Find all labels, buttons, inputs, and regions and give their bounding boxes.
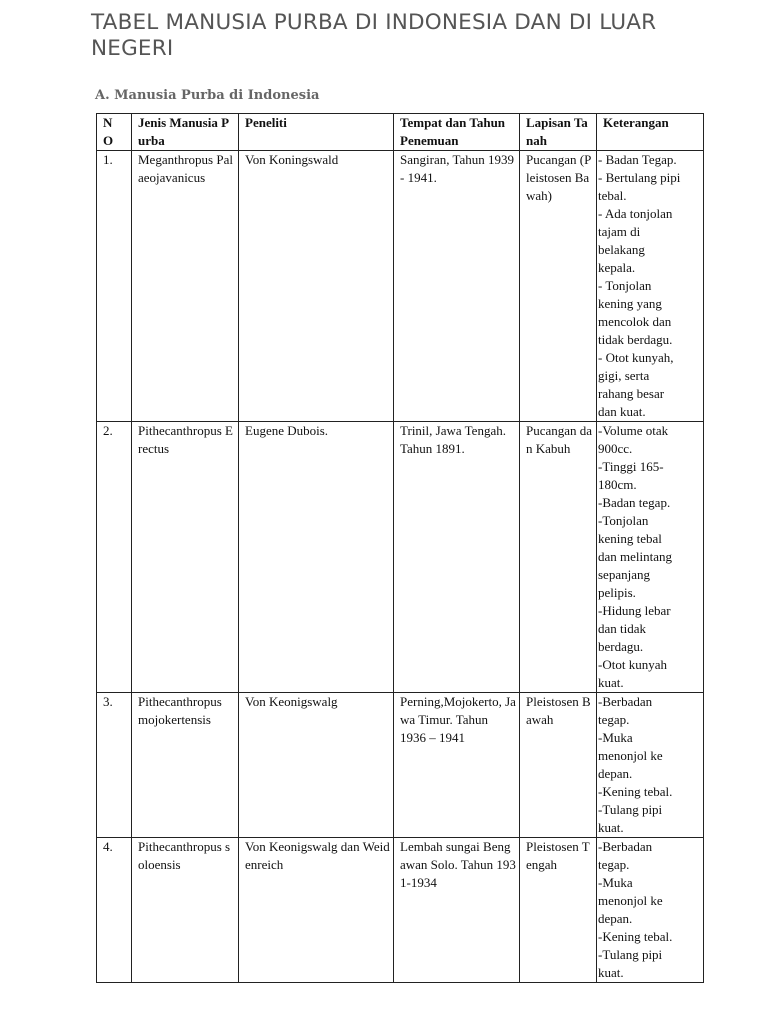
cell-peneliti: Von Koningswald xyxy=(239,151,394,422)
cell-keterangan: -Volume otak 900cc. -Tinggi 165- 180cm. -Badan tegap. -Tonjolan kening tebal dan melintang sepanjang pelipis. -Hidung lebar dan tidak berdagu. -Otot kunyah kuat. xyxy=(597,422,704,693)
cell-keterangan: - Badan Tegap. - Bertulang pipi tebal. - Ada tonjolan tajam di belakang kepala. - Tonjolan kening yang mencolok dan tidak berdagu. - Otot kunyah, gigi, serta rahang besar dan kuat. xyxy=(597,151,704,422)
header-peneliti: Peneliti xyxy=(239,114,394,151)
header-tempat: Tempat dan Tahun Penemuan xyxy=(394,114,520,151)
cell-lapisan: Pucangan (Pleistosen Bawah) xyxy=(520,151,597,422)
cell-no: 2. xyxy=(97,422,132,693)
cell-keterangan: -Berbadan tegap. -Muka menonjol ke depan. -Kening tebal. -Tulang pipi kuat. xyxy=(597,693,704,838)
section-heading: A. Manusia Purba di Indonesia xyxy=(95,88,320,103)
cell-jenis: Pithecanthropus mojokertensis xyxy=(132,693,239,838)
cell-tempat: Perning,Mojokerto, Jawa Timur. Tahun 1936 – 1941 xyxy=(394,693,520,838)
header-keterangan: Keterangan xyxy=(597,114,704,151)
cell-no: 4. xyxy=(97,838,132,983)
cell-jenis: Meganthropus Palaeojavanicus xyxy=(132,151,239,422)
cell-lapisan: Pucangan dan Kabuh xyxy=(520,422,597,693)
page-title: TABEL MANUSIA PURBA DI INDONESIA DAN DI LUAR NEGERI xyxy=(91,10,657,61)
table-row xyxy=(97,693,704,838)
cell-no: 3. xyxy=(97,693,132,838)
cell-no: 1. xyxy=(97,151,132,422)
cell-tempat: Sangiran, Tahun 1939 - 1941. xyxy=(394,151,520,422)
table-row xyxy=(97,151,704,422)
header-no: N O xyxy=(97,114,132,151)
table-header-row xyxy=(97,114,704,151)
cell-peneliti: Von Keonigswalg dan Weidenreich xyxy=(239,838,394,983)
cell-tempat: Lembah sungai Bengawan Solo. Tahun 1931-1934 xyxy=(394,838,520,983)
cell-tempat: Trinil, Jawa Tengah. Tahun 1891. xyxy=(394,422,520,693)
cell-lapisan: Pleistosen Bawah xyxy=(520,693,597,838)
manusia-purba-table xyxy=(96,113,704,983)
cell-jenis: Pithecanthropus soloensis xyxy=(132,838,239,983)
cell-keterangan: -Berbadan tegap. -Muka menonjol ke depan. -Kening tebal. -Tulang pipi kuat. xyxy=(597,838,704,983)
cell-peneliti: Eugene Dubois. xyxy=(239,422,394,693)
cell-jenis: Pithecanthropus Erectus xyxy=(132,422,239,693)
table-row xyxy=(97,838,704,983)
cell-lapisan: Pleistosen Tengah xyxy=(520,838,597,983)
table-row xyxy=(97,422,704,693)
cell-peneliti: Von Keonigswalg xyxy=(239,693,394,838)
header-lapisan: Lapisan Tanah xyxy=(520,114,597,151)
header-jenis: Jenis Manusia Purba xyxy=(132,114,239,151)
